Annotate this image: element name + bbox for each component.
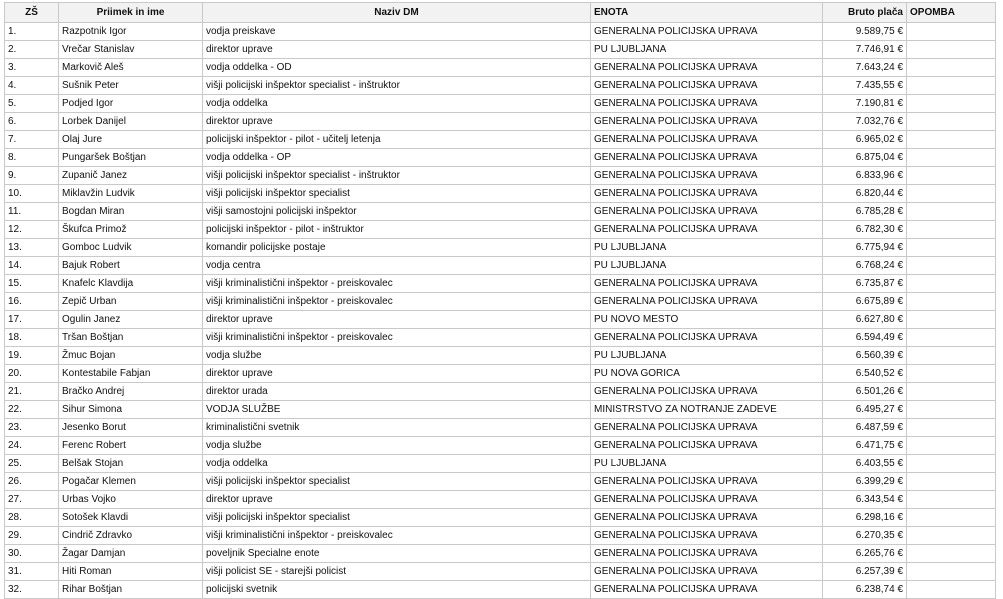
cell-unit[interactable]: GENERALNA POLICIJSKA UPRAVA	[591, 473, 823, 491]
cell-name[interactable]: Žagar Damjan	[59, 545, 203, 563]
table-row	[5, 527, 996, 545]
cell-unit[interactable]: PU LJUBLJANA	[591, 257, 823, 275]
cell-salary[interactable]: 6.540,52 €	[823, 365, 907, 383]
cell-unit[interactable]: GENERALNA POLICIJSKA UPRAVA	[591, 95, 823, 113]
cell-salary[interactable]: 7.190,81 €	[823, 95, 907, 113]
table-body	[5, 23, 996, 599]
cell-zs[interactable]: 10.	[5, 185, 59, 203]
cell-name[interactable]: Pungaršek Boštjan	[59, 149, 203, 167]
cell-zs[interactable]: 6.	[5, 113, 59, 131]
table-row	[5, 491, 996, 509]
cell-zs[interactable]: 24.	[5, 437, 59, 455]
cell-zs[interactable]: 22.	[5, 401, 59, 419]
cell-note[interactable]	[907, 365, 996, 383]
cell-unit[interactable]: PU NOVO MESTO	[591, 311, 823, 329]
table-row	[5, 419, 996, 437]
cell-unit[interactable]: GENERALNA POLICIJSKA UPRAVA	[591, 131, 823, 149]
header-row	[5, 3, 996, 23]
cell-role[interactable]: policijski inšpektor - pilot - inštruktor	[203, 221, 591, 239]
cell-role[interactable]: višji policist SE - starejši policist	[203, 563, 591, 581]
cell-name[interactable]: Kontestabile Fabjan	[59, 365, 203, 383]
cell-zs[interactable]: 30.	[5, 545, 59, 563]
cell-zs[interactable]: 1.	[5, 23, 59, 41]
cell-zs[interactable]: 25.	[5, 455, 59, 473]
cell-note[interactable]	[907, 527, 996, 545]
cell-note[interactable]	[907, 383, 996, 401]
cell-role[interactable]: vodja preiskave	[203, 23, 591, 41]
cell-salary[interactable]: 6.820,44 €	[823, 185, 907, 203]
table-row	[5, 203, 996, 221]
cell-role[interactable]: direktor uprave	[203, 311, 591, 329]
cell-name[interactable]: Sušnik Peter	[59, 77, 203, 95]
table-row	[5, 347, 996, 365]
cell-role[interactable]: vodja oddelka - OP	[203, 149, 591, 167]
cell-note[interactable]	[907, 221, 996, 239]
table-header	[5, 3, 996, 23]
cell-name[interactable]: Olaj Jure	[59, 131, 203, 149]
cell-note[interactable]	[907, 347, 996, 365]
cell-note[interactable]	[907, 185, 996, 203]
cell-name[interactable]: Gomboc Ludvik	[59, 239, 203, 257]
cell-unit[interactable]: PU LJUBLJANA	[591, 239, 823, 257]
table-row	[5, 455, 996, 473]
table-row	[5, 401, 996, 419]
cell-name[interactable]: Bajuk Robert	[59, 257, 203, 275]
table-row	[5, 113, 996, 131]
cell-name[interactable]: Ogulin Janez	[59, 311, 203, 329]
cell-note[interactable]	[907, 455, 996, 473]
cell-salary[interactable]: 6.735,87 €	[823, 275, 907, 293]
cell-role[interactable]: vodja službe	[203, 347, 591, 365]
cell-note[interactable]	[907, 311, 996, 329]
cell-note[interactable]	[907, 257, 996, 275]
table-row	[5, 221, 996, 239]
cell-role[interactable]: direktor uprave	[203, 365, 591, 383]
cell-note[interactable]	[907, 149, 996, 167]
cell-zs[interactable]: 7.	[5, 131, 59, 149]
cell-role[interactable]: višji kriminalistični inšpektor - preiskovalec	[203, 293, 591, 311]
cell-role[interactable]: kriminalistični svetnik	[203, 419, 591, 437]
cell-zs[interactable]: 21.	[5, 383, 59, 401]
table-row	[5, 365, 996, 383]
cell-salary[interactable]: 7.435,55 €	[823, 77, 907, 95]
table-row	[5, 23, 996, 41]
cell-zs[interactable]: 13.	[5, 239, 59, 257]
table-row	[5, 59, 996, 77]
cell-unit[interactable]: GENERALNA POLICIJSKA UPRAVA	[591, 419, 823, 437]
cell-unit[interactable]: MINISTRSTVO ZA NOTRANJE ZADEVE	[591, 401, 823, 419]
cell-note[interactable]	[907, 239, 996, 257]
cell-salary[interactable]: 6.265,76 €	[823, 545, 907, 563]
cell-salary[interactable]: 6.238,74 €	[823, 581, 907, 599]
cell-salary[interactable]: 6.487,59 €	[823, 419, 907, 437]
cell-name[interactable]: Rihar Boštjan	[59, 581, 203, 599]
table-row	[5, 167, 996, 185]
cell-zs[interactable]: 2.	[5, 41, 59, 59]
cell-name[interactable]: Sotošek Klavdi	[59, 509, 203, 527]
cell-zs[interactable]: 8.	[5, 149, 59, 167]
cell-unit[interactable]: GENERALNA POLICIJSKA UPRAVA	[591, 113, 823, 131]
cell-salary[interactable]: 6.495,27 €	[823, 401, 907, 419]
cell-unit[interactable]: GENERALNA POLICIJSKA UPRAVA	[591, 23, 823, 41]
cell-salary[interactable]: 6.782,30 €	[823, 221, 907, 239]
table-row	[5, 311, 996, 329]
cell-role[interactable]: poveljnik Specialne enote	[203, 545, 591, 563]
table-row	[5, 293, 996, 311]
cell-unit[interactable]: GENERALNA POLICIJSKA UPRAVA	[591, 581, 823, 599]
cell-unit[interactable]: GENERALNA POLICIJSKA UPRAVA	[591, 167, 823, 185]
cell-name[interactable]: Škufca Primož	[59, 221, 203, 239]
cell-zs[interactable]: 16.	[5, 293, 59, 311]
cell-note[interactable]	[907, 419, 996, 437]
header-name[interactable]: Priimek in ime	[59, 3, 203, 23]
cell-salary[interactable]: 9.589,75 €	[823, 23, 907, 41]
table-row	[5, 473, 996, 491]
cell-name[interactable]: Žmuc Bojan	[59, 347, 203, 365]
header-unit[interactable]: ENOTA	[591, 3, 823, 23]
cell-role[interactable]: policijski inšpektor - pilot - učitelj letenja	[203, 131, 591, 149]
cell-note[interactable]	[907, 401, 996, 419]
cell-unit[interactable]: GENERALNA POLICIJSKA UPRAVA	[591, 491, 823, 509]
cell-zs[interactable]: 28.	[5, 509, 59, 527]
cell-unit[interactable]: GENERALNA POLICIJSKA UPRAVA	[591, 149, 823, 167]
table-row	[5, 563, 996, 581]
cell-note[interactable]	[907, 59, 996, 77]
cell-unit[interactable]: GENERALNA POLICIJSKA UPRAVA	[591, 293, 823, 311]
cell-salary[interactable]: 7.643,24 €	[823, 59, 907, 77]
cell-salary[interactable]: 6.560,39 €	[823, 347, 907, 365]
cell-zs[interactable]: 11.	[5, 203, 59, 221]
cell-name[interactable]: Urbas Vojko	[59, 491, 203, 509]
table-row	[5, 77, 996, 95]
cell-zs[interactable]: 4.	[5, 77, 59, 95]
cell-role[interactable]: direktor urada	[203, 383, 591, 401]
cell-name[interactable]: Cindrič Zdravko	[59, 527, 203, 545]
cell-note[interactable]	[907, 563, 996, 581]
cell-name[interactable]: Sihur Simona	[59, 401, 203, 419]
cell-name[interactable]: Razpotnik Igor	[59, 23, 203, 41]
cell-zs[interactable]: 29.	[5, 527, 59, 545]
table-row	[5, 95, 996, 113]
cell-salary[interactable]: 6.343,54 €	[823, 491, 907, 509]
cell-note[interactable]	[907, 473, 996, 491]
cell-name[interactable]: Belšak Stojan	[59, 455, 203, 473]
cell-salary[interactable]: 6.471,75 €	[823, 437, 907, 455]
cell-name[interactable]: Pogačar Klemen	[59, 473, 203, 491]
cell-note[interactable]	[907, 77, 996, 95]
cell-name[interactable]: Zepič Urban	[59, 293, 203, 311]
cell-role[interactable]: višji policijski inšpektor specialist	[203, 185, 591, 203]
cell-unit[interactable]: GENERALNA POLICIJSKA UPRAVA	[591, 329, 823, 347]
cell-note[interactable]	[907, 509, 996, 527]
cell-unit[interactable]: PU LJUBLJANA	[591, 455, 823, 473]
cell-zs[interactable]: 3.	[5, 59, 59, 77]
cell-role[interactable]: vodja oddelka	[203, 95, 591, 113]
cell-name[interactable]: Hiti Roman	[59, 563, 203, 581]
cell-zs[interactable]: 32.	[5, 581, 59, 599]
cell-name[interactable]: Vrečar Stanislav	[59, 41, 203, 59]
cell-name[interactable]: Lorbek Danijel	[59, 113, 203, 131]
cell-salary[interactable]: 6.965,02 €	[823, 131, 907, 149]
cell-note[interactable]	[907, 41, 996, 59]
cell-zs[interactable]: 26.	[5, 473, 59, 491]
cell-unit[interactable]: GENERALNA POLICIJSKA UPRAVA	[591, 185, 823, 203]
table-row	[5, 383, 996, 401]
cell-unit[interactable]: GENERALNA POLICIJSKA UPRAVA	[591, 545, 823, 563]
cell-zs[interactable]: 14.	[5, 257, 59, 275]
cell-role[interactable]: višji kriminalistični inšpektor - preiskovalec	[203, 527, 591, 545]
cell-unit[interactable]: PU LJUBLJANA	[591, 41, 823, 59]
cell-unit[interactable]: GENERALNA POLICIJSKA UPRAVA	[591, 59, 823, 77]
table-row	[5, 329, 996, 347]
table-row	[5, 581, 996, 599]
cell-unit[interactable]: GENERALNA POLICIJSKA UPRAVA	[591, 383, 823, 401]
cell-name[interactable]: Miklavžin Ludvik	[59, 185, 203, 203]
header-salary[interactable]: Bruto plača	[823, 3, 907, 23]
cell-unit[interactable]: GENERALNA POLICIJSKA UPRAVA	[591, 203, 823, 221]
cell-note[interactable]	[907, 113, 996, 131]
header-note[interactable]: OPOMBA	[907, 3, 996, 23]
cell-unit[interactable]: GENERALNA POLICIJSKA UPRAVA	[591, 275, 823, 293]
table-row	[5, 437, 996, 455]
cell-note[interactable]	[907, 95, 996, 113]
cell-name[interactable]: Markovič Aleš	[59, 59, 203, 77]
cell-note[interactable]	[907, 131, 996, 149]
table-row	[5, 149, 996, 167]
cell-zs[interactable]: 31.	[5, 563, 59, 581]
cell-name[interactable]: Bogdan Miran	[59, 203, 203, 221]
cell-unit[interactable]: GENERALNA POLICIJSKA UPRAVA	[591, 527, 823, 545]
table-row	[5, 509, 996, 527]
cell-salary[interactable]: 6.501,26 €	[823, 383, 907, 401]
cell-name[interactable]: Tršan Boštjan	[59, 329, 203, 347]
cell-role[interactable]: policijski svetnik	[203, 581, 591, 599]
cell-note[interactable]	[907, 23, 996, 41]
cell-name[interactable]: Podjed Igor	[59, 95, 203, 113]
cell-zs[interactable]: 5.	[5, 95, 59, 113]
cell-role[interactable]: višji kriminalistični inšpektor - preiskovalec	[203, 329, 591, 347]
cell-name[interactable]: Jesenko Borut	[59, 419, 203, 437]
cell-name[interactable]: Knafelc Klavdija	[59, 275, 203, 293]
table-row	[5, 275, 996, 293]
cell-role[interactable]: komandir policijske postaje	[203, 239, 591, 257]
cell-zs[interactable]: 12.	[5, 221, 59, 239]
cell-name[interactable]: Bračko Andrej	[59, 383, 203, 401]
cell-zs[interactable]: 9.	[5, 167, 59, 185]
cell-salary[interactable]: 6.785,28 €	[823, 203, 907, 221]
cell-salary[interactable]: 6.270,35 €	[823, 527, 907, 545]
cell-name[interactable]: Zupanič Janez	[59, 167, 203, 185]
cell-salary[interactable]: 6.675,89 €	[823, 293, 907, 311]
table-row	[5, 239, 996, 257]
cell-note[interactable]	[907, 293, 996, 311]
cell-salary[interactable]: 7.032,76 €	[823, 113, 907, 131]
cell-role[interactable]: višji policijski inšpektor specialist	[203, 509, 591, 527]
cell-unit[interactable]: GENERALNA POLICIJSKA UPRAVA	[591, 437, 823, 455]
salary-table	[4, 2, 996, 599]
cell-zs[interactable]: 18.	[5, 329, 59, 347]
cell-note[interactable]	[907, 167, 996, 185]
cell-role[interactable]: višji policijski inšpektor specialist - inštruktor	[203, 167, 591, 185]
cell-unit[interactable]: GENERALNA POLICIJSKA UPRAVA	[591, 509, 823, 527]
cell-role[interactable]: višji policijski inšpektor specialist	[203, 473, 591, 491]
cell-role[interactable]: vodja oddelka	[203, 455, 591, 473]
cell-note[interactable]	[907, 275, 996, 293]
cell-role[interactable]: vodja centra	[203, 257, 591, 275]
cell-unit[interactable]: PU LJUBLJANA	[591, 347, 823, 365]
cell-note[interactable]	[907, 203, 996, 221]
cell-zs[interactable]: 20.	[5, 365, 59, 383]
cell-role[interactable]: višji samostojni policijski inšpektor	[203, 203, 591, 221]
table-row	[5, 185, 996, 203]
cell-salary[interactable]: 6.627,80 €	[823, 311, 907, 329]
cell-note[interactable]	[907, 581, 996, 599]
cell-unit[interactable]: PU NOVA GORICA	[591, 365, 823, 383]
cell-note[interactable]	[907, 545, 996, 563]
cell-name[interactable]: Ferenc Robert	[59, 437, 203, 455]
cell-salary[interactable]: 6.768,24 €	[823, 257, 907, 275]
cell-note[interactable]	[907, 491, 996, 509]
cell-zs[interactable]: 23.	[5, 419, 59, 437]
cell-unit[interactable]: GENERALNA POLICIJSKA UPRAVA	[591, 563, 823, 581]
cell-salary[interactable]: 6.257,39 €	[823, 563, 907, 581]
cell-salary[interactable]: 6.298,16 €	[823, 509, 907, 527]
cell-role[interactable]: VODJA SLUŽBE	[203, 401, 591, 419]
cell-salary[interactable]: 6.403,55 €	[823, 455, 907, 473]
cell-note[interactable]	[907, 329, 996, 347]
table-row	[5, 41, 996, 59]
cell-role[interactable]: direktor uprave	[203, 491, 591, 509]
table-row	[5, 545, 996, 563]
cell-role[interactable]: direktor uprave	[203, 113, 591, 131]
cell-salary[interactable]: 6.875,04 €	[823, 149, 907, 167]
cell-salary[interactable]: 6.399,29 €	[823, 473, 907, 491]
cell-zs[interactable]: 27.	[5, 491, 59, 509]
cell-zs[interactable]: 17.	[5, 311, 59, 329]
cell-salary[interactable]: 6.833,96 €	[823, 167, 907, 185]
cell-role[interactable]: direktor uprave	[203, 41, 591, 59]
cell-zs[interactable]: 15.	[5, 275, 59, 293]
cell-role[interactable]: višji kriminalistični inšpektor - preiskovalec	[203, 275, 591, 293]
cell-role[interactable]: vodja oddelka - OD	[203, 59, 591, 77]
cell-unit[interactable]: GENERALNA POLICIJSKA UPRAVA	[591, 221, 823, 239]
cell-salary[interactable]: 6.594,49 €	[823, 329, 907, 347]
cell-salary[interactable]: 6.775,94 €	[823, 239, 907, 257]
table-row	[5, 257, 996, 275]
header-zs[interactable]: ZŠ	[5, 3, 59, 23]
header-role[interactable]: Naziv DM	[203, 3, 591, 23]
table-row	[5, 131, 996, 149]
cell-note[interactable]	[907, 437, 996, 455]
cell-salary[interactable]: 7.746,91 €	[823, 41, 907, 59]
cell-unit[interactable]: GENERALNA POLICIJSKA UPRAVA	[591, 77, 823, 95]
cell-zs[interactable]: 19.	[5, 347, 59, 365]
cell-role[interactable]: višji policijski inšpektor specialist - inštruktor	[203, 77, 591, 95]
cell-role[interactable]: vodja službe	[203, 437, 591, 455]
